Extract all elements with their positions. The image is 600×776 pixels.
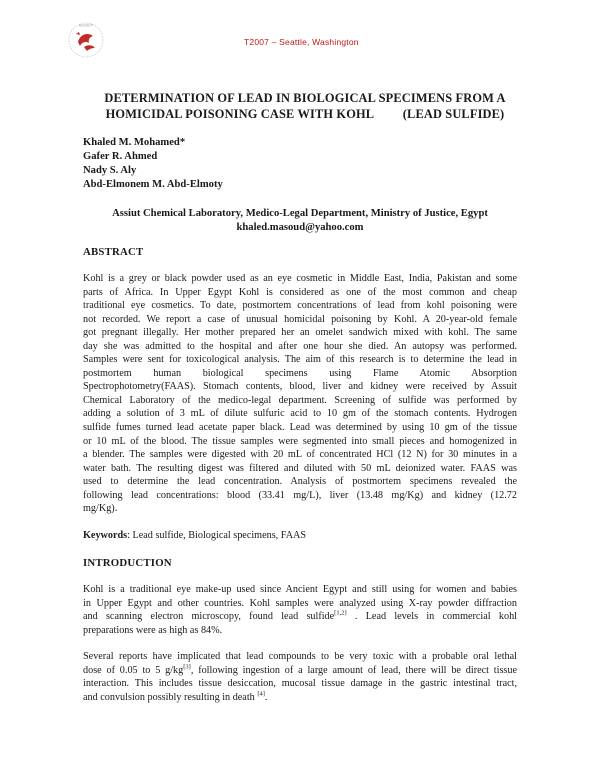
- abstract-line: got pregnant illegally. Her mother prepared her an omelet sandwich mixed with kohl. The same: [83, 327, 517, 339]
- intro-line: [83, 610, 517, 624]
- intro-line: Kohl is a traditional eye make-up used since Ancient Egypt and still using for women and babies: [83, 584, 517, 595]
- intro-line: [83, 664, 517, 678]
- intro-text: , following ingestion of a large amount of lead, there will be direct tissue: [190, 664, 517, 676]
- abstract-line: parts of Africa. In Upper Egypt Kohl is considered as one of the most common and cheap: [83, 286, 517, 298]
- intro-line: preparations were as high as 84%.: [83, 624, 223, 636]
- affiliation-email: khaled.masoud@yahoo.com: [236, 222, 364, 233]
- keywords-text: : Lead sulfide, Biological specimens, FAAS: [127, 530, 307, 541]
- abstract-line: sulfide fumes turned lead acetate paper black. Lead was determined by using 10 gm of the tissue: [83, 422, 517, 434]
- abstract-line: following lead concentrations: blood (33.41 mg/L), liver (13.48 mg/Kg) and kidney (12.72: [83, 489, 517, 501]
- intro-text: . Lead levels in commercial kohl: [346, 611, 517, 623]
- author: Nady S. Aly: [83, 165, 137, 176]
- conference-header: T2007 – Seattle, Washington: [244, 37, 359, 47]
- citation: [3]: [183, 663, 191, 671]
- author: Khaled M. Mohamed*: [83, 137, 186, 148]
- author-list: [83, 136, 223, 192]
- introduction-heading: INTRODUCTION: [83, 557, 172, 569]
- intro-text: .: [264, 691, 268, 703]
- abstract-line: day she was admitted to the hospital and after one hour she died. An autopsy was performed.: [83, 340, 517, 352]
- abstract-line: Chemical Laboratory of the medico-legal department. Screening of sulfide was performed by: [83, 394, 517, 406]
- citation: [4]: [257, 690, 265, 698]
- paper-title: [80, 90, 530, 122]
- keywords: [83, 530, 306, 541]
- introduction-paragraph-2: [83, 650, 517, 704]
- abstract-line: adding a solution of 3 mL of dilute sulfuric acid to 10 gm of the stomach contents. Hydrogen: [83, 408, 517, 420]
- abstract-line: Spectrophotometry(FAAS). Stomach contents, blood, liver and kidney were received by Assuit: [83, 381, 517, 393]
- intro-line: Several reports have implicated that lead compounds to be very toxic with a probable oral lethal: [83, 651, 517, 662]
- author: Abd-Elmonem M. Abd-Elmoty: [83, 179, 223, 190]
- intro-text: and scanning electron microscopy, found lead sulfide: [83, 611, 335, 623]
- intro-text: and convulsion possibly resulting in death: [83, 691, 258, 703]
- author: Gafer R. Ahmed: [83, 151, 158, 162]
- institution-logo-icon: [66, 20, 106, 60]
- abstract-body: [83, 272, 517, 516]
- introduction-paragraph-1: [83, 583, 517, 637]
- abstract-line: mg/Kg).: [83, 503, 118, 515]
- abstract-line: water bath. The resulting digest was filtered and diluted with 50 mL deionized water. FAAS was: [83, 462, 517, 474]
- logo-text: ASSIUT: [78, 22, 94, 28]
- citation: [1,2]: [334, 609, 347, 617]
- title-line: HOMICIDAL POISONING CASE WITH KOHL (LEAD SULFIDE): [105, 107, 505, 121]
- abstract-line: Kohl is a grey or black powder used as an eye cosmetic in Middle East, India, Pakistan and some: [83, 273, 517, 284]
- abstract-line: or 10 mL of the blood. The tissue samples were segmented into small pieces and homogenized in: [83, 435, 517, 447]
- affiliation: [83, 207, 517, 235]
- abstract-line: postmortem human biological specimens using Flame Atomic Absorption: [83, 367, 517, 379]
- intro-text: dose of 0.05 to 5 g/kg: [83, 664, 184, 676]
- abstract-line: used to determine the lead concentration. Analysis of postmortem specimens revealed the: [83, 476, 517, 488]
- keywords-label: Keywords: [83, 530, 128, 541]
- abstract-line: Samples were sent for toxicological analysis. The aim of this research is to determine the lead in: [83, 354, 517, 366]
- abstract-line: a blender. The samples were digested with 20 mL of concentrated HCl (12 N) for 30 minutes in a: [83, 449, 517, 461]
- intro-line: interaction. This includes tissue desiccation, mucosal tissue damage in the gastric intestinal tract,: [83, 678, 517, 690]
- abstract-line: traditional eye cosmetics. To date, postmortem concentrations of lead from kohl poisoning were: [83, 300, 517, 312]
- intro-line: [83, 691, 517, 705]
- intro-line: in Upper Egypt and other countries. Kohl samples were analyzed using X-ray powder diffraction: [83, 597, 517, 609]
- abstract-heading: ABSTRACT: [83, 246, 144, 258]
- title-line: DETERMINATION OF LEAD IN BIOLOGICAL SPECIMENS FROM A: [104, 91, 506, 105]
- abstract-line: not recorded. We report a case of unusual homicidal poisoning by Kohl. A 20-year-old female: [83, 313, 517, 325]
- affiliation-institution: Assiut Chemical Laboratory, Medico-Legal Department, Ministry of Justice, Egypt: [112, 208, 488, 219]
